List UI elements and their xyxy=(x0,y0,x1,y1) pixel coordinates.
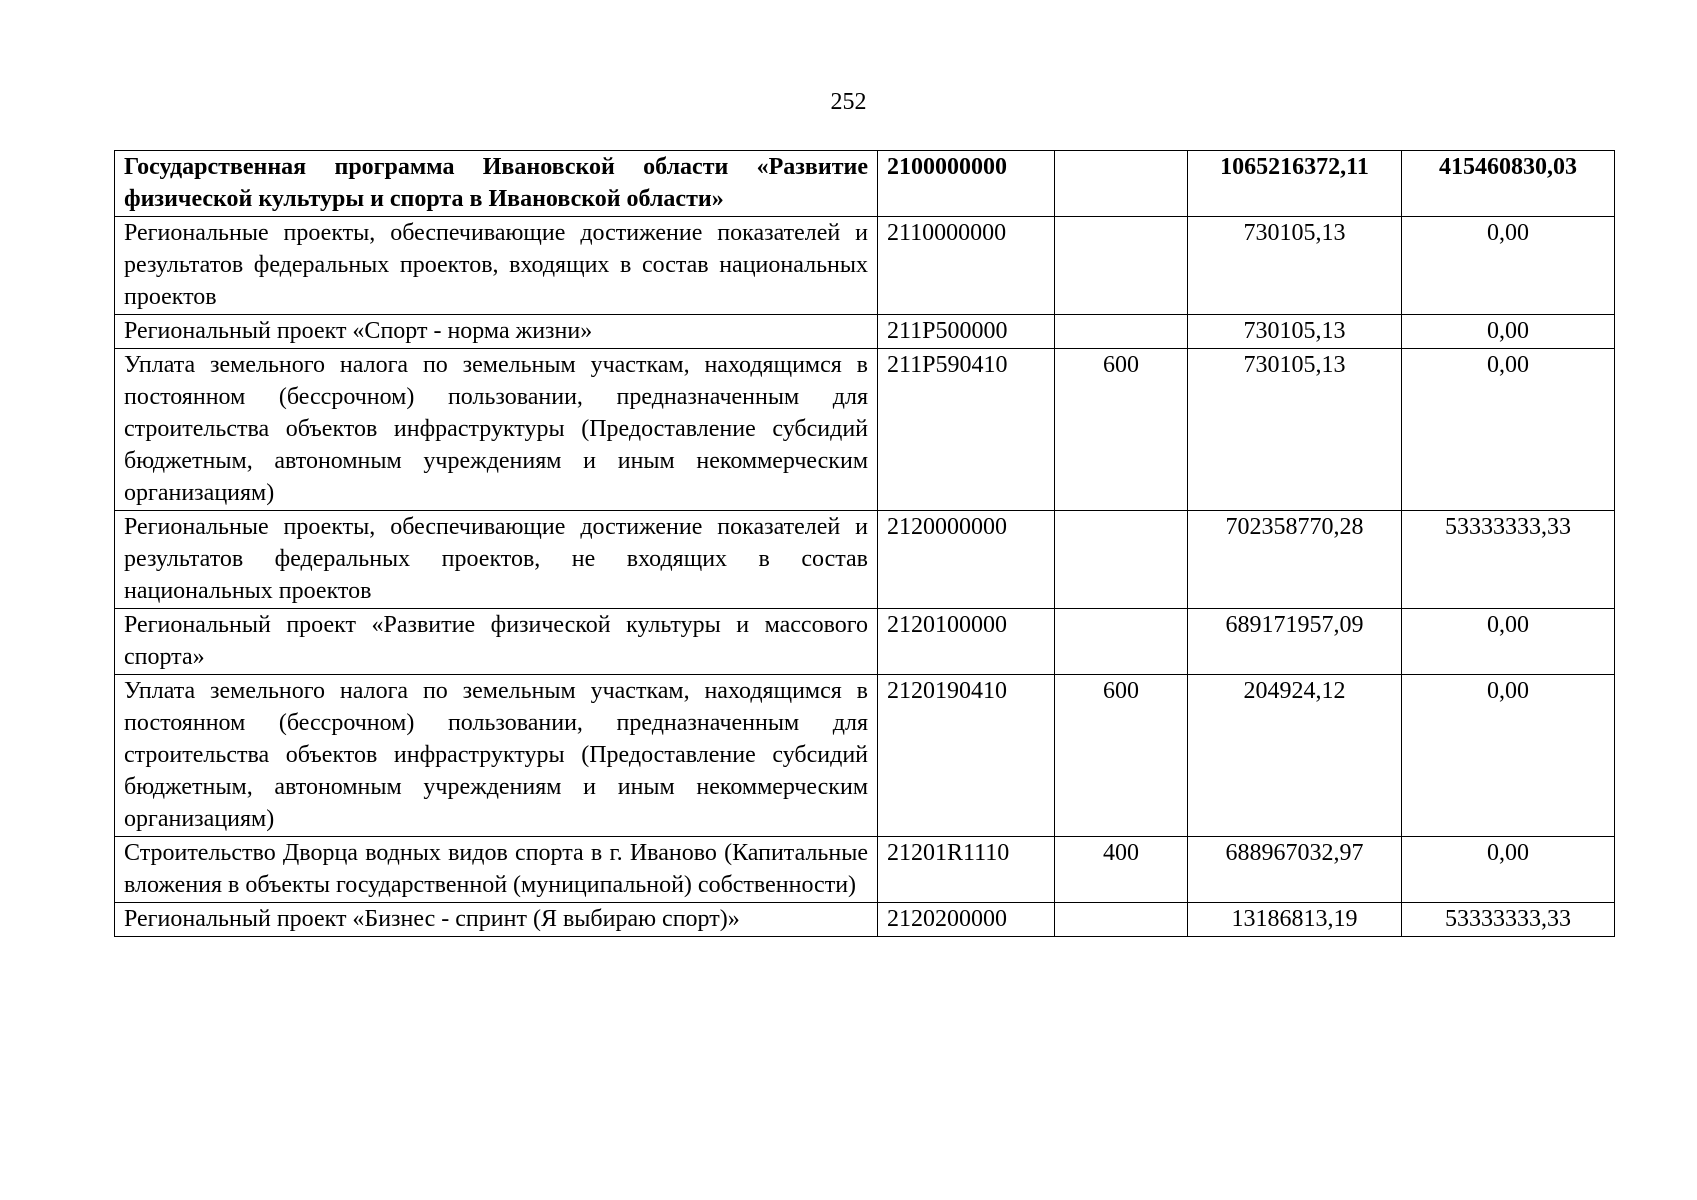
row-name: Уплата земельного налога по земельным участкам, находящимся в постоянном (бессрочном) пользовании, предназначенным для строительства объектов инфраструктуры (Предоставление субсидий бюджетным, автономным учреждениям и иным некоммерческим организациям) xyxy=(115,349,878,511)
row-name: Строительство Дворца водных видов спорта в г. Иваново (Капитальные вложения в объекты государственной (муниципальной) собственности) xyxy=(115,837,878,903)
row-amount-1: 688967032,97 xyxy=(1188,837,1402,903)
row-amount-2: 53333333,33 xyxy=(1402,511,1615,609)
row-amount-2: 0,00 xyxy=(1402,349,1615,511)
row-amount-1: 730105,13 xyxy=(1188,217,1402,315)
row-amount-1: 730105,13 xyxy=(1188,349,1402,511)
row-amount-2: 0,00 xyxy=(1402,217,1615,315)
table-row xyxy=(115,511,1615,609)
row-expense-type: 400 xyxy=(1055,837,1188,903)
row-code: 211P590410 xyxy=(878,349,1055,511)
row-name: Региональный проект «Спорт - норма жизни» xyxy=(115,315,878,349)
row-code: 2100000000 xyxy=(878,151,1055,217)
page-number: 252 xyxy=(830,89,867,115)
table-row xyxy=(115,217,1615,315)
row-expense-type: 600 xyxy=(1055,349,1188,511)
row-code: 2110000000 xyxy=(878,217,1055,315)
row-expense-type xyxy=(1055,151,1188,217)
table-row xyxy=(115,151,1615,217)
row-expense-type xyxy=(1055,609,1188,675)
row-amount-2: 0,00 xyxy=(1402,837,1615,903)
row-amount-1: 702358770,28 xyxy=(1188,511,1402,609)
row-code: 2120100000 xyxy=(878,609,1055,675)
table-row xyxy=(115,315,1615,349)
row-amount-1: 689171957,09 xyxy=(1188,609,1402,675)
row-name: Уплата земельного налога по земельным участкам, находящимся в постоянном (бессрочном) пользовании, предназначенным для строительства объектов инфраструктуры (Предоставление субсидий бюджетным, автономным учреждениям и иным некоммерческим организациям) xyxy=(115,675,878,837)
row-amount-1: 1065216372,11 xyxy=(1188,151,1402,217)
row-amount-2: 0,00 xyxy=(1402,315,1615,349)
budget-table xyxy=(114,150,1615,937)
table-row xyxy=(115,837,1615,903)
table-row xyxy=(115,675,1615,837)
row-expense-type: 600 xyxy=(1055,675,1188,837)
row-code: 21201R1110 xyxy=(878,837,1055,903)
row-name: Региональный проект «Бизнес - спринт (Я выбираю спорт)» xyxy=(115,903,878,937)
row-expense-type xyxy=(1055,511,1188,609)
row-expense-type xyxy=(1055,903,1188,937)
table-row xyxy=(115,903,1615,937)
row-code: 2120000000 xyxy=(878,511,1055,609)
row-code: 211P500000 xyxy=(878,315,1055,349)
row-amount-1: 13186813,19 xyxy=(1188,903,1402,937)
row-amount-2: 53333333,33 xyxy=(1402,903,1615,937)
table-row xyxy=(115,349,1615,511)
table-row xyxy=(115,609,1615,675)
row-code: 2120190410 xyxy=(878,675,1055,837)
row-amount-1: 204924,12 xyxy=(1188,675,1402,837)
row-name: Государственная программа Ивановской области «Развитие физической культуры и спорта в Ивановской области» xyxy=(115,151,878,217)
row-amount-2: 0,00 xyxy=(1402,609,1615,675)
row-name: Региональные проекты, обеспечивающие достижение показателей и результатов федеральных проектов, не входящих в состав национальных проектов xyxy=(115,511,878,609)
row-amount-2: 415460830,03 xyxy=(1402,151,1615,217)
row-amount-2: 0,00 xyxy=(1402,675,1615,837)
row-expense-type xyxy=(1055,315,1188,349)
row-name: Региональные проекты, обеспечивающие достижение показателей и результатов федеральных проектов, входящих в состав национальных проектов xyxy=(115,217,878,315)
row-amount-1: 730105,13 xyxy=(1188,315,1402,349)
row-expense-type xyxy=(1055,217,1188,315)
row-name: Региональный проект «Развитие физической культуры и массового спорта» xyxy=(115,609,878,675)
row-code: 2120200000 xyxy=(878,903,1055,937)
